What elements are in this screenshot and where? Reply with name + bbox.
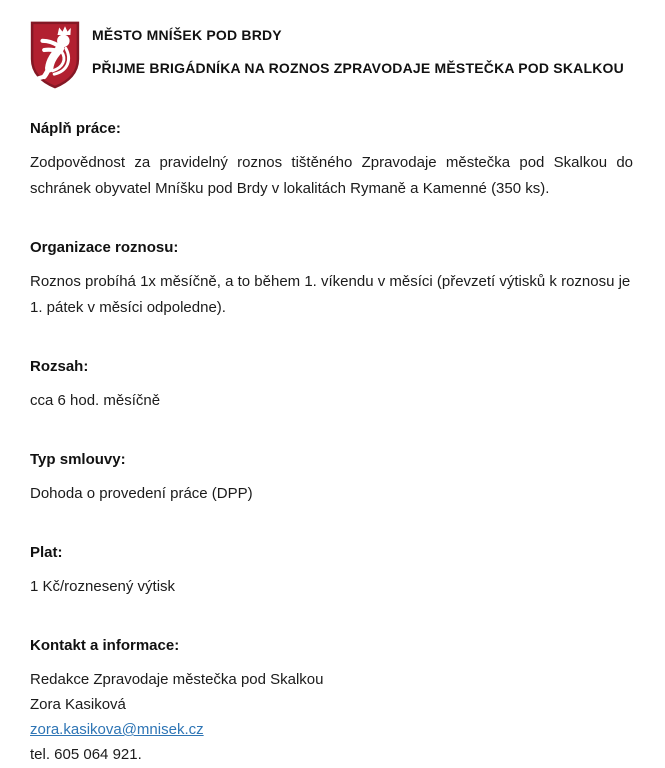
section-typ-smlouvy [30, 451, 633, 507]
section-body: Roznos probíhá 1x měsíčně, a to během 1. víkendu v měsíci (převzetí výtisků k roznosu je 1. pátek v měsíci odpoledne). [30, 273, 631, 316]
contact-person: Zora Kasiková [30, 696, 126, 713]
section-heading: Typ smlouvy: [30, 451, 126, 468]
headline: PŘIJME BRIGÁDNÍKA NA ROZNOS ZPRAVODAJE MĚSTEČKA POD SKALKOU [92, 60, 624, 76]
section-body: 1 Kč/roznesený výtisk [30, 578, 176, 595]
coat-of-arms-icon [30, 20, 80, 90]
contact-phone: tel. 605 064 921. [30, 746, 142, 763]
email-link[interactable]: zora.kasikova@mnisek.cz [30, 721, 204, 738]
org-name: MĚSTO MNÍŠEK POD BRDY [92, 27, 282, 43]
section-rozsah [30, 358, 633, 414]
section-heading: Náplň práce: [30, 120, 121, 137]
section-kontakt [30, 637, 633, 767]
section-body: cca 6 hod. měsíčně [30, 392, 161, 409]
section-body: Dohoda o provedení práce (DPP) [30, 485, 253, 502]
section-heading: Rozsah: [30, 358, 89, 375]
section-heading: Kontakt a informace: [30, 637, 180, 654]
section-plat [30, 544, 633, 600]
section-heading: Organizace roznosu: [30, 239, 179, 256]
document-header [30, 20, 633, 90]
header-text [92, 20, 624, 76]
section-body: Zodpovědnost za pravidelný roznos tištěného Zpravodaje městečka pod Skalkou do schránek obyvatel Mníšku pod Brdy v lokalitách Rymaně a Kamenné (350 ks). [30, 154, 633, 197]
section-napln-prace [30, 120, 633, 202]
section-organizace-roznosu [30, 239, 633, 321]
lion-head [57, 35, 69, 48]
section-heading: Plat: [30, 544, 63, 561]
contact-organization: Redakce Zpravodaje městečka pod Skalkou [30, 671, 324, 688]
